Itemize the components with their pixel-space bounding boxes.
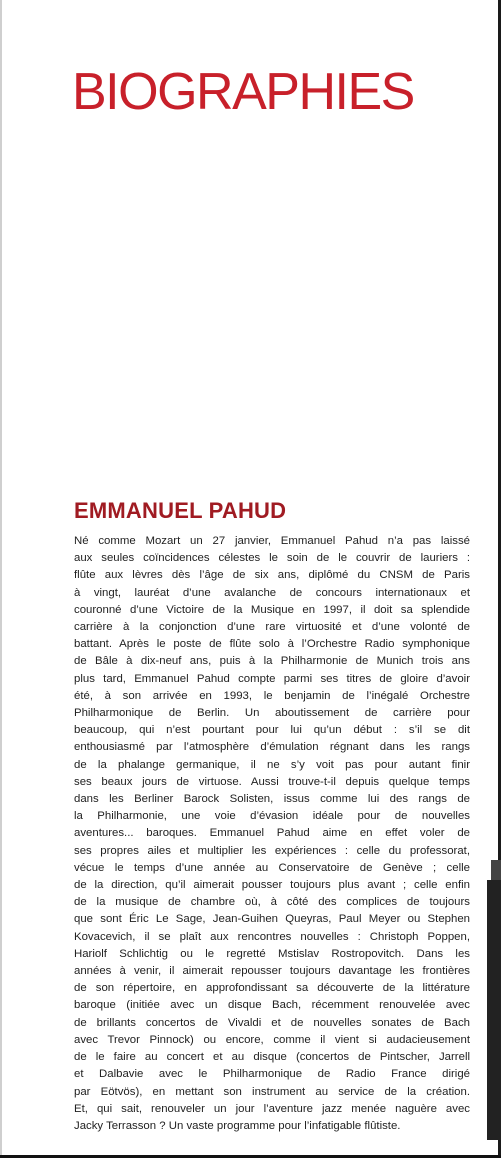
biography-line: vécue le temps d’une année au Conservatoire de Genève ; celle [74,861,470,874]
biography-line: de brillants concertos de Vivaldi et de nouvelles sonates de Bach [74,1016,470,1029]
biography-line: aventures... baroques. Emmanuel Pahud aime en effet voler de [74,827,470,840]
biography-line: couronné d’une Victoire de la Musique en 1997, il doit sa splendide [74,603,470,616]
biography-line: aux seules coïncidences célestes le soin de le couvrir de lauriers : [74,552,470,565]
biography-line: de la musique de chambre où, à côté des complices de toujours [74,896,470,909]
biography-line: Hariolf Schlichtig ou le regretté Mstislav Rostropovitch. Dans les [74,947,470,960]
biography-line: de son répertoire, en approfondissant sa découverte de la littérature [74,982,470,995]
biography-line: carrière à la conjonction d’une rare virtuosité et d’une volonté de [74,621,470,634]
biography-line: de la phalange germanique, il ne s’y voit pas pour autant finir [74,758,470,771]
biography-line: Jacky Terrasson ? Un vaste programme pour l’infatigable flûtiste. [74,1119,401,1132]
biography-line: de le faire au concert et au disque (concertos de Pintscher, Jarrell [74,1051,470,1064]
biography-line: Et, qui sait, renouveler un jour l’aventure jazz menée naguère avec [74,1102,470,1115]
biography-line: que sont Éric Le Sage, Jean-Guihen Queyras, Paul Meyer ou Stephen [74,913,470,926]
biography-line: ses propres ailes et multiplier les expériences : celle du professorat, [74,844,470,857]
biography-line: avec Trevor Pinnock) ou encore, comme il vient si audacieusement [74,1033,470,1046]
biography-line: Kovacevich, il se plaît aux rencontres nouvelles : Christoph Poppen, [74,930,470,943]
biography-text [74,533,470,1135]
biography-line: la Philharmonie, une voie d’évasion idéale pour de nouvelles [74,810,470,823]
biography-line: flûte aux lèvres dès l’âge de six ans, diplômé du CNSM de Paris [74,569,470,582]
biography-line: baroque (initiée avec un disque Bach, récemment renouvelée avec [74,999,470,1012]
biography-line: Philharmonique de Berlin. Un aboutissement de carrière pour [74,707,470,720]
biography-line: années à venir, il aimerait repousser toujours davantage les frontières [74,965,470,978]
biography-line: battant. Après le poste de flûte solo à l’Orchestre Radio symphonique [74,638,470,651]
biography-line: beaucoup, qui n’est pourtant pour lui qu’un début : s’il se dit [74,724,470,737]
biography-line: plus tard, Emmanuel Pahud compte parmi ses titres de gloire d’avoir [74,672,470,685]
biography-line: ses beaux jours de virtuose. Aussi trouve-t-il depuis quelque temps [74,775,470,788]
biography-line: Né comme Mozart un 27 janvier, Emmanuel Pahud n’a pas laissé [74,535,470,547]
biography-line: été, à son arrivée en 1993, le benjamin de l’inégalé Orchestre [74,689,470,702]
biography-line: de Bâle à dix-neuf ans, puis à la Philharmonie de Munich trois ans [74,655,470,668]
biography-line: dans les Berliner Barock Solisten, issus comme lui des rangs de [74,793,470,806]
biography-heading: EMMANUEL PAHUD [74,498,287,523]
biography-line: à vingt, lauréat d’une avalanche de concours internationaux et [74,586,470,599]
biography-line: et Dalbavie avec le Philharmonique de Radio France dirigé [74,1068,470,1081]
biography-line: par Eötvös), en mettant son instrument au service de la création. [74,1085,470,1098]
page-title: BIOGRAPHIES [72,63,414,121]
page-right-tab [487,880,501,1140]
page-left-edge [0,0,2,1158]
biography-line: enthousiasmé par l’atmosphère d’émulation régnant dans les rangs [74,741,470,754]
biography-line: de la direction, qu’il aimerait pousser toujours plus avant ; celle enfin [74,879,470,892]
